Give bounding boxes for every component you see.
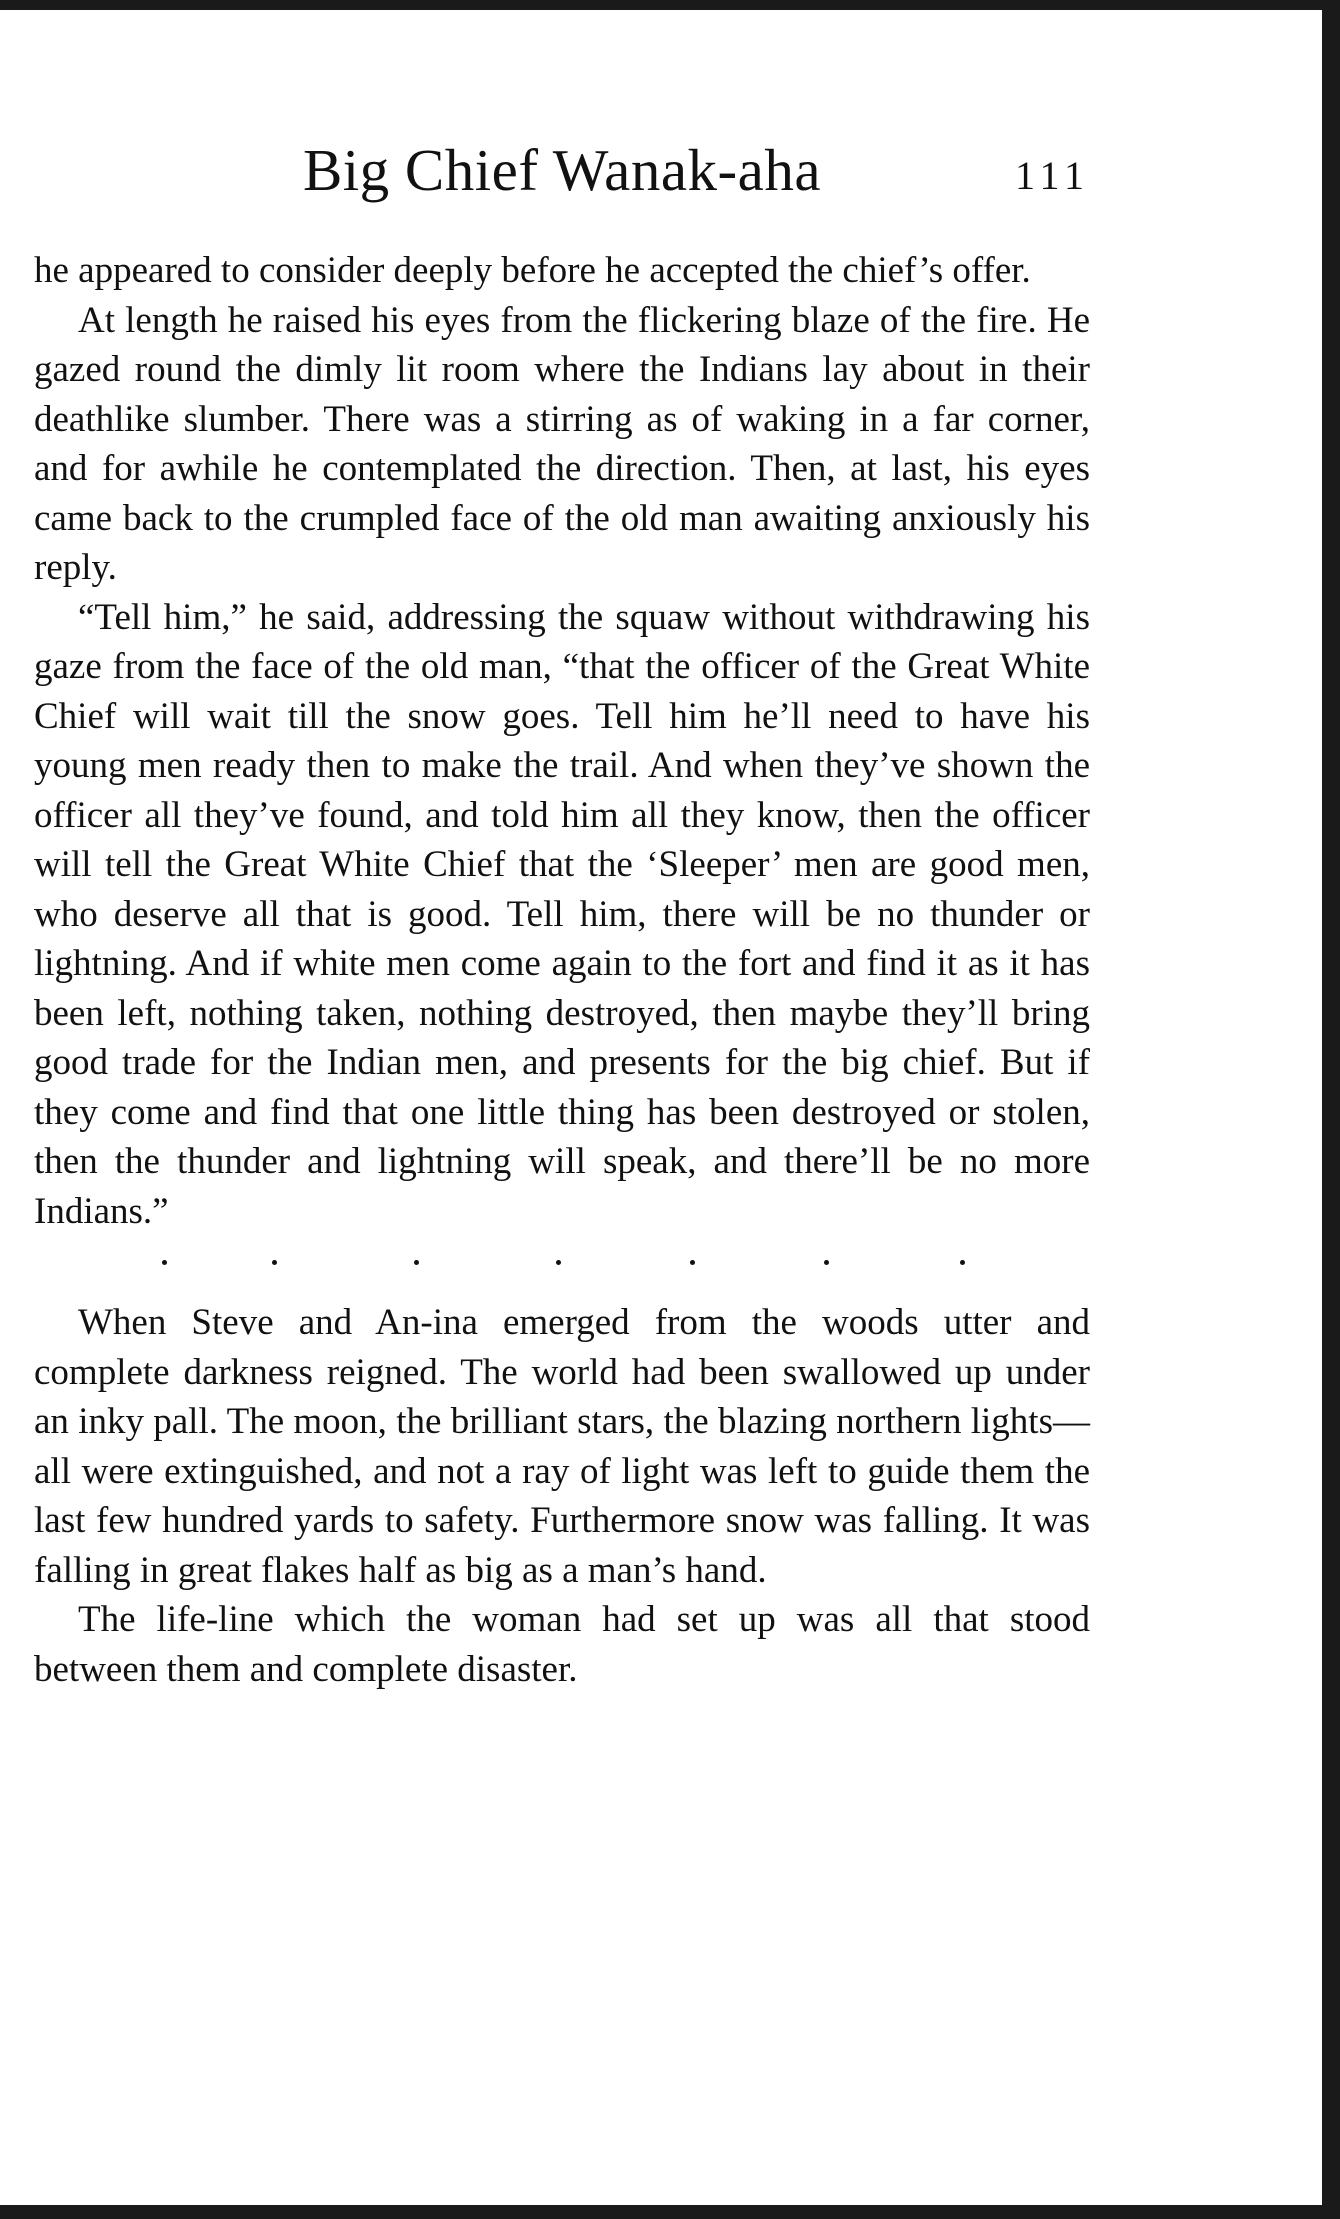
body-text	[34, 246, 1090, 1694]
section-dot	[690, 1260, 695, 1265]
section-dot	[272, 1260, 277, 1265]
scan-bottom-edge	[0, 2205, 1340, 2219]
running-head	[34, 130, 1090, 210]
book-page	[34, 130, 1090, 1694]
paragraph: At length he raised his eyes from the flickering blaze of the fire. He gazed round the dimly lit room where the Indians lay about in their deathlike slumber. There was a stirring as of waking in a far corner, and for awhile he contemplated the direction. Then, at last, his eyes came back to the crumpled face of the old man awaiting anxiously his reply.	[34, 299, 1090, 588]
paragraph-continued: he appeared to consider deeply before he accepted the chief’s offer.	[34, 250, 1031, 291]
paragraph: “Tell him,” he said, addressing the squaw without withdrawing his gaze from the face of the old man, “that the officer of the Great White Chief will wait till the snow goes. Tell him he’ll need to have his young men ready then to make the trail. And when they’ve shown the officer all they’ve found, and told him all they know, then the officer will tell the Great White Chief that the ‘Sleeper’ men are good men, who deserve all that is good. Tell him, there will be no thunder or lightning. And if white men come again to the fort and find it as it has been left, nothing taken, nothing destroyed, then maybe they’ll bring good trade for the Indian men, and presents for the big chief. But if they come and find that one little thing has been destroyed or stolen, then the thunder and lightning will speak, and there’ll be no more Indians.”	[34, 596, 1090, 1232]
scan-top-edge	[0, 0, 1340, 10]
section-break-dots	[34, 1250, 1090, 1284]
section-dot	[414, 1260, 419, 1265]
section-dot	[824, 1260, 829, 1265]
paragraph: When Steve and An-ina emerged from the woods utter and complete darkness reigned. The world had been swallowed up under an inky pall. The moon, the brilliant stars, the blazing northern lights—all were extinguished, and not a ray of light was left to guide them the last few hundred yards to safety. Furthermore snow was falling. It was falling in great flakes half as big as a man’s hand.	[34, 1302, 1090, 1591]
section-dot	[162, 1260, 167, 1265]
page-number: 111	[1014, 153, 1090, 198]
scan-right-edge	[1322, 0, 1340, 2219]
paragraph: The life-line which the woman had set up was all that stood between them and complete disaster.	[34, 1599, 1090, 1690]
section-dot	[960, 1260, 965, 1265]
running-title: Big Chief Wanak-aha	[302, 137, 822, 203]
section-dot	[556, 1260, 561, 1265]
